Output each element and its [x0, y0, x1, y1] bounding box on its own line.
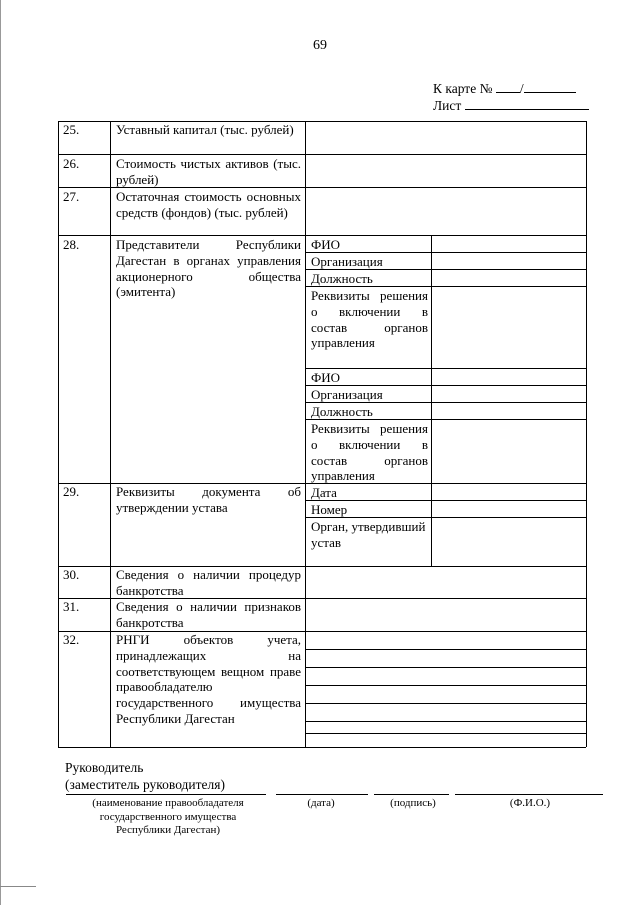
sub-row-divider [305, 368, 586, 369]
row-label: Представители Республики Дагестан в органах управления акционерного общества (эмитента) [116, 237, 301, 300]
holder-signature-line[interactable] [66, 794, 266, 795]
fio-signature-line[interactable] [455, 794, 603, 795]
row-divider [58, 235, 586, 236]
card-reference [433, 80, 589, 114]
row-label: Реквизиты документа об утверждении устава [116, 484, 301, 515]
row-label: Сведения о наличии признаков банкротства [116, 599, 301, 630]
sub-row-divider [305, 733, 586, 734]
sub-row-divider [305, 721, 586, 722]
holder-caption: (наименование правообладателя государственного имущества Республики Дагестан) [92, 797, 244, 836]
row-number: 32. [63, 632, 80, 647]
sub-label-organization: Организация [311, 387, 383, 402]
deputy-title: (заместитель руководителя) [65, 777, 225, 792]
signature-caption: (подпись) [390, 797, 436, 809]
sign-signature-line[interactable] [374, 794, 449, 795]
row-number: 25. [63, 122, 80, 137]
sub-row-divider [305, 667, 586, 668]
card-number-separator: / [519, 81, 524, 96]
page-edge-line [0, 0, 1, 905]
sub-label-decision-details: Реквизиты решения о включении в состав органов управления [311, 288, 428, 351]
table-border [58, 747, 586, 748]
fio-caption: (Ф.И.О.) [509, 797, 551, 809]
row-number: 29. [63, 484, 80, 499]
sub-label-number: Номер [311, 502, 348, 517]
sheet-line [433, 97, 589, 114]
row-label: Сведения о наличии процедур банкротства [116, 567, 301, 598]
head-title: Руководитель [65, 760, 144, 775]
date-caption: (дата) [307, 797, 335, 809]
sub-label-organization: Организация [311, 254, 383, 269]
sub-label-date: Дата [311, 485, 337, 500]
card-number-label: К карте № [433, 81, 493, 96]
column-divider [305, 121, 306, 747]
sub-row-divider [305, 703, 586, 704]
card-number-line [433, 80, 589, 97]
row-label: РНГИ объектов учета, принадлежащих на соответствующем вещном праве правообладателю государственного имущества Республики Дагестан [116, 632, 301, 726]
sheet-label: Лист [433, 98, 462, 113]
row-label: Стоимость чистых активов (тыс. рублей) [116, 156, 301, 187]
scan-mark [0, 886, 36, 887]
row-number: 28. [63, 237, 80, 252]
sub-label-position: Должность [311, 404, 373, 419]
card-year-blank[interactable] [524, 80, 576, 93]
row-divider [58, 154, 586, 155]
row-number: 27. [63, 189, 80, 204]
sub-label-approving-body: Орган, утвердивший устав [311, 519, 426, 550]
page-number: 69 [313, 38, 327, 53]
table-border [58, 121, 59, 747]
sub-label-decision-details: Реквизиты решения о включении в состав органов управления [311, 421, 428, 484]
column-divider [110, 121, 111, 747]
date-signature-line[interactable] [276, 794, 368, 795]
row-label: Уставный капитал (тыс. рублей) [116, 122, 294, 137]
row-label: Остаточная стоимость основных средств (фондов) (тыс. рублей) [116, 189, 301, 220]
row-number: 30. [63, 567, 80, 582]
table-border [586, 121, 587, 747]
sub-label-fio: ФИО [311, 237, 341, 252]
sub-row-divider [305, 685, 586, 686]
sub-label-fio: ФИО [311, 370, 341, 385]
row-number: 31. [63, 599, 80, 614]
sub-label-position: Должность [311, 271, 373, 286]
sub-row-divider [305, 649, 586, 650]
sheet-blank[interactable] [465, 97, 589, 110]
signature-block-title [65, 759, 225, 793]
row-number: 26. [63, 156, 80, 171]
form-table [58, 121, 586, 747]
card-number-blank[interactable] [496, 80, 520, 93]
